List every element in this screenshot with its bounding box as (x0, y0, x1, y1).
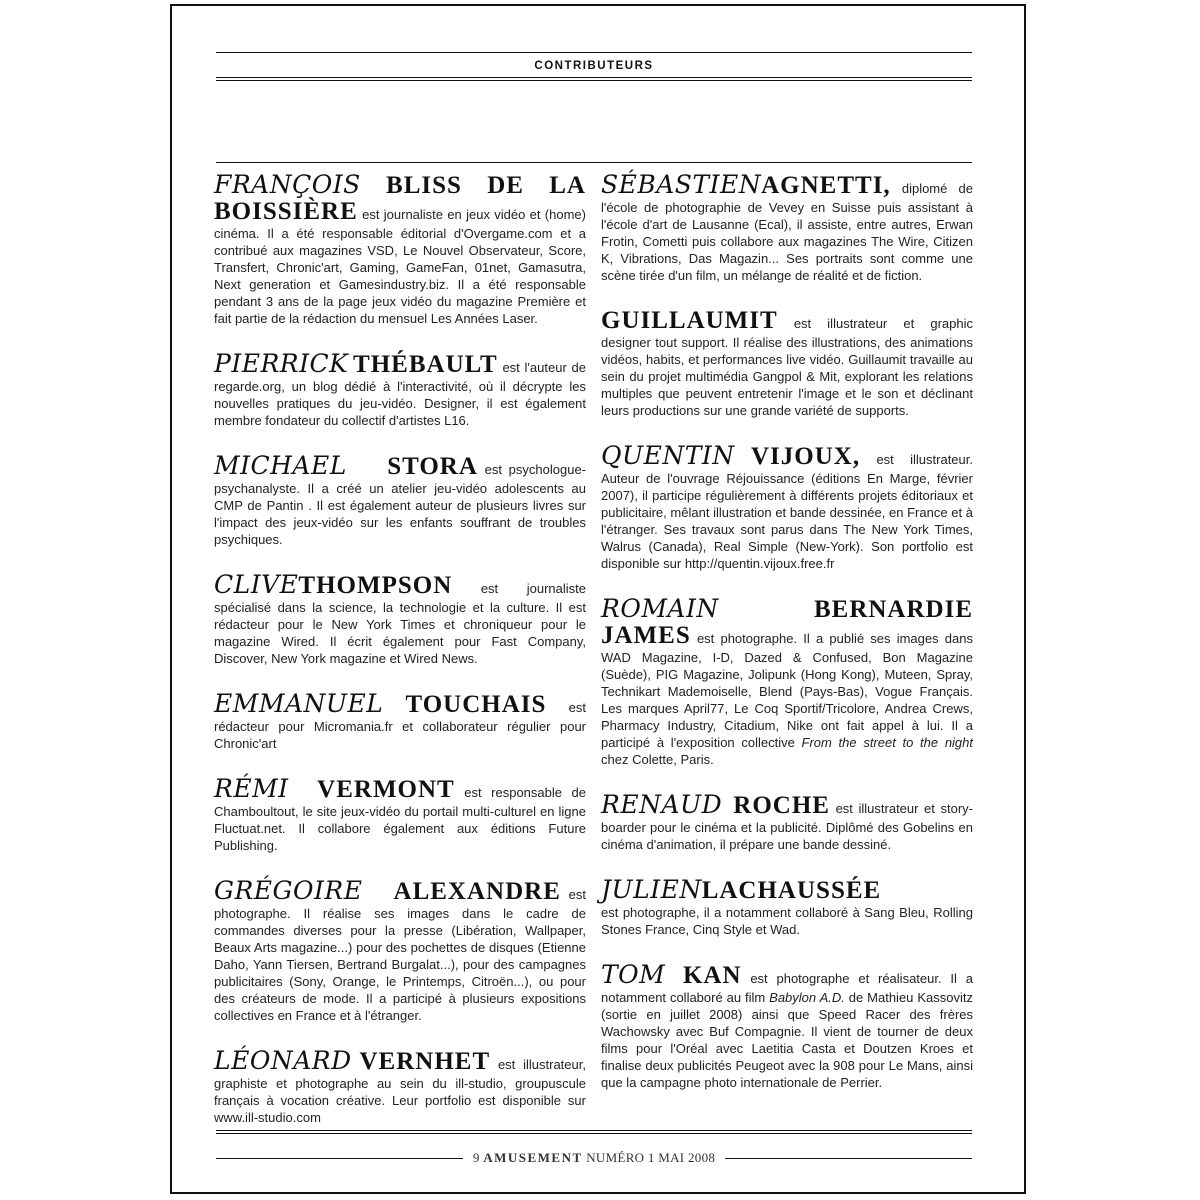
footer-line-left (216, 1158, 463, 1159)
contributor-entry (601, 596, 973, 768)
contributor-first-name: PIERRICK (214, 349, 349, 378)
contributor-first-name: ROMAIN (601, 594, 719, 623)
contributor-bio: est journaliste en jeux vidéo et (home) cinéma. Il a été responsable éditorial d'Overgame.com et a contribué aux magazines VSD, Le Nouvel Observateur, Score, Transfert, Chronic'art, Gaming, GameFan, 01net, Gamasutra, Next generation et Gamesindustry.biz. Il a été responsable pendant 3 ans de la page jeux vidéo du magazine Première et fait partie de la rédaction du mensuel Les Années Laser. (214, 207, 586, 326)
contributor-bio-italic: Babylon A.D. (769, 990, 845, 1005)
contributor-entry (601, 443, 973, 572)
contributor-last-name: VERMONT (317, 776, 455, 803)
contributor-last-name: GUILLAUMIT (601, 307, 778, 334)
contributor-first-name: EMMANUEL (214, 689, 384, 718)
content-rule (216, 162, 972, 163)
contributor-entry (601, 308, 973, 419)
contributor-last-name: TOUCHAIS (405, 691, 547, 718)
contributor-entry (214, 1048, 586, 1126)
issue-info: NUMÉRO 1 MAI 2008 (586, 1150, 716, 1165)
contributor-bio: est journaliste spécialisé dans la science, la technologie et la culture. Il est rédacteur pour le New York Times et chroniqueur pour le magazine Wired. Il écrit également pour Fast Company, Discover, New York magazine et Wired News. (214, 581, 586, 666)
left-column (214, 172, 586, 1126)
contributor-first-name: JULIEN (601, 875, 702, 904)
contributor-entry (214, 878, 586, 1024)
footer-line-right (725, 1158, 972, 1159)
contributor-bio: est illustrateur. Auteur de l'ouvrage Réjouissance (éditions En Marge, février 2007), il participe régulièrement à différents projets éditoriaux et publicitaire, mêlant illustration et bande dessinée, en France et à l'étranger. Ses travaux sont parus dans The New York Times, Walrus (Canada), Real Simple (New-York). Son portfolio est disponible sur http://quentin.vijoux.free.fr (601, 452, 973, 571)
page-number: 9 (472, 1150, 480, 1165)
contributor-bio: est photographe et réalisateur. Il a notamment collaboré au film (601, 971, 973, 1005)
contributor-last-name: KAN (682, 962, 742, 989)
header-rule-1 (216, 77, 972, 78)
contributor-first-name: RENAUD (601, 790, 723, 819)
contributor-entry (601, 172, 973, 284)
footer-rule-2 (216, 1133, 972, 1134)
contributor-last-name: THÉBAULT (353, 351, 498, 378)
contributor-last-name: VERNHET (359, 1048, 491, 1075)
contributor-last-name: ROCHE (733, 792, 830, 819)
footer-rule-1 (216, 1130, 972, 1131)
contributor-first-name: RÉMI (214, 774, 289, 803)
contributor-bio: diplomé de l'école de photographie de Vevey en Suisse puis assistant à l'école d'art de Lausanne (Ecal), il assiste, entre autres, Erwan Frotin, Cometti puis collabore aux magazines The Wire, Citizen K, Vibrations, Das Magazin... Ses portraits sont comme une scène tirée d'un film, un mélange de réalité et de fiction. (601, 181, 973, 283)
contributor-bio: est illustrateur, graphiste et photographe au sein du ill-studio, groupuscule français à vocation créative. Leur portfolio est disponible sur www.ill-studio.com (214, 1057, 586, 1125)
footer-text (463, 1150, 725, 1166)
header-rule-2 (216, 80, 972, 81)
contributor-first-name: TOM (601, 960, 666, 989)
contributor-bio: est photographe. Il réalise ses images dans le cadre de commandes diverses pour la presse (Libération, Wallpaper, Beaux Arts magazine...) pour des pochettes de disques (Etienne Daho, Yann Tiersen, Bertrand Burgalat...), pour des campagnes publicitaires (Sony, Orange, le Printemps, Citroën...), ou pour des créateurs de mode. Il a participé à plusieurs expositions collectives en France et à l'étranger. (214, 887, 586, 1023)
contributor-bio: est l'auteur de regarde.org, un blog dédié à l'interactivité, où il décrypte les nouvelles pratiques du jeu-vidéo. Designer, il est également membre fondateur du collectif d'artistes L16. (214, 360, 586, 428)
contributor-first-name: MICHAEL (214, 451, 347, 480)
contributor-bio: est photographe, il a notamment collaboré à Sang Bleu, Rolling Stones France, Cinq Style et Wad. (601, 905, 973, 937)
contributor-first-name: SÉBASTIEN (601, 170, 762, 199)
contributor-entry (601, 792, 973, 853)
contributor-last-name: VIJOUX, (750, 443, 861, 470)
contributor-entry (214, 351, 586, 429)
contributor-bio: est psychologue-psychanalyste. Il a créé un atelier jeu-vidéo adolescents au CMP de Pantin . Il est également auteur de plusieurs livres sur l'impact des jeux-vidéo sur les enfants souffrant de troubles psychiques. (214, 462, 587, 547)
contributor-bio: est photographe. Il a publié ses images dans WAD Magazine, I-D, Dazed & Confused, Bon Magazine (Suède), PIG Magazine, Jolipunk (Hong Kong), Muteen, Spray, Technikart Mademoiselle, Blend (Pays-Bas), Vogue Français. Les marques April77, Le Coq Sportif/Tricolore, Andrea Crews, Pharmacy Industry, Citadium, Nike ont fait appel à lui. Il a participé à l'exposition collective (601, 631, 973, 750)
contributor-last-name: BERNARDIE JAMES (601, 596, 973, 649)
contributor-bio-after: chez Colette, Paris. (601, 752, 714, 767)
header-rule-top (216, 52, 972, 53)
magazine-name: AMUSEMENT (483, 1150, 583, 1165)
page-footer (216, 1146, 972, 1170)
contributor-bio: est illustrateur et graphic designer tout support. Il réalise des illustrations, des animations vidéos, habits, et performances live vidéo. Guillaumit travaille au sein du projet multimédia Gangpol & Mit, explorant les relations multiples que peuvent entretenir l'image et le son et déclinant leurs productions sur une grande variété de supports. (601, 316, 973, 418)
contributor-last-name: ALEXANDRE (393, 878, 561, 905)
contributor-bio: est rédacteur pour Micromania.fr et collaborateur régulier pour Chronic'art (214, 700, 586, 751)
contributor-last-name: STORA (387, 453, 478, 480)
contributor-last-name: AGNETTI, (761, 172, 891, 199)
contributor-last-name: THOMPSON (298, 572, 453, 599)
contributor-first-name: CLIVE (214, 570, 299, 599)
contributor-entry (601, 877, 973, 938)
contributor-bio: est responsable de Chamboultout, le site jeux-vidéo du portail multi-culturel en ligne Fluctuat.net. Il collabore également aux éditions Future Publishing. (214, 785, 586, 853)
section-title: CONTRIBUTEURS (534, 60, 654, 72)
contributor-bio-italic: From the street to the night (801, 735, 974, 750)
contributor-bio: est illustrateur et story-boarder pour le cinéma et la publicité. Diplômé des Gobelins en cinéma d'animation, il prépare une bande dessiné. (601, 801, 973, 852)
contributor-entry (601, 962, 973, 1091)
contributor-first-name: QUENTIN (601, 441, 735, 470)
contributor-first-name: LÉONARD (214, 1046, 352, 1075)
right-column (601, 172, 973, 1091)
contributor-first-name: FRANÇOIS (214, 170, 361, 199)
contributor-entry (214, 572, 586, 667)
contributor-first-name: GRÉGOIRE (214, 876, 363, 905)
contributor-last-name: LACHAUSSÉE (701, 877, 882, 904)
contributor-entry (214, 776, 586, 854)
contributor-entry (214, 453, 586, 548)
contributor-entry (214, 691, 586, 752)
contributor-entry: FRANÇOIS BLISS DE LA BOISSIÈRE est journaliste en jeux vidéo et (home) cinéma. Il a été responsable éditorial d'Overgame.com et a contribué aux magazines VSD, Le Nouvel Observateur, Score, Transfert, Chronic'art, Gaming, GameFan, 01net, Gamasutra, Next generation et Gamesindustry.biz. Il a été responsable pendant 3 ans de la page jeux vidéo du magazine Première et fait partie de la rédaction du mensuel Les Années Laser. (214, 170, 586, 326)
contributor-bio-after: de Mathieu Kassovitz (sortie en juillet 2008) ainsi que Speed Racer des frères Wachowsky avec Buf Compagnie. Il vient de tourner de deux films pour l'Oréal avec Laetitia Casta et Doutzen Kroes et finalise deux publicités Peugeot avec la 908 pour Le Mans, ainsi que la campagne photo internationale de Perrier. (601, 990, 973, 1090)
